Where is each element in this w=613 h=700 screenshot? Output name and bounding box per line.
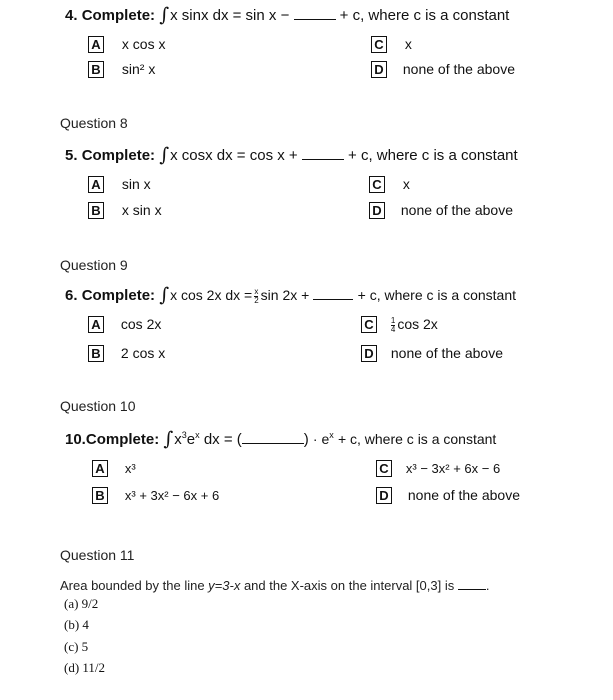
q4-post: + c, where c is a constant <box>339 7 510 24</box>
q4-option-b-text: sin² x <box>121 61 156 77</box>
option-letter-b: B <box>88 61 104 78</box>
option-letter-b: B <box>88 345 104 362</box>
q11-choice-b[interactable]: (b) 4 <box>64 617 89 632</box>
q9-option-c-frac-den: 4 <box>390 324 396 334</box>
integral-sign-icon: ∫ <box>159 284 170 306</box>
option-letter-a: A <box>92 460 108 477</box>
q10-option-d[interactable] <box>376 487 520 504</box>
q9-complete-label: Complete: <box>81 287 156 304</box>
option-letter-b: B <box>88 202 104 219</box>
q4-stem <box>65 3 509 25</box>
option-letter-c: C <box>376 460 392 477</box>
q4-number: 4. <box>65 7 78 24</box>
q9-option-a[interactable] <box>88 316 161 333</box>
integral-sign-icon: ∫ <box>159 144 170 166</box>
q9-option-d[interactable] <box>361 345 503 362</box>
q8-option-a[interactable] <box>88 176 151 193</box>
q8-option-c[interactable] <box>369 176 410 193</box>
q8-option-b-text: x sin x <box>121 202 162 218</box>
integral-sign-icon: ∫ <box>163 428 174 450</box>
q9-number: 6. <box>65 287 78 304</box>
q10-option-d-text: none of the above <box>407 487 520 503</box>
q11-answer-blank[interactable] <box>458 579 486 590</box>
q4-option-a[interactable] <box>88 36 165 53</box>
q11-prompt-b: and the X-axis on the interval [0,3] is <box>240 578 455 593</box>
q10-integrand-tail: dx = ( <box>203 431 242 448</box>
q9-option-b-text: 2 cos x <box>120 345 166 361</box>
q9-mid: sin 2x + <box>260 287 310 303</box>
q4-complete-label: Complete: <box>81 7 156 24</box>
q11-prompt <box>60 578 489 593</box>
q8-number: 5. <box>65 147 78 164</box>
q10-e: e <box>186 431 196 448</box>
q9-option-c-text: cos 2x <box>397 316 438 332</box>
q10-post: + c, where c is a constant <box>337 431 497 447</box>
q10-x: x <box>174 431 182 448</box>
q10-option-b-text: x³ + 3x² − 6x + 6 <box>124 488 220 503</box>
q8-stem <box>65 143 518 165</box>
q4-integrand: x sinx dx = sin x − <box>170 7 290 24</box>
option-letter-c: C <box>371 36 387 53</box>
q4-option-c-text: x <box>404 36 412 52</box>
q8-option-a-text: sin x <box>121 176 151 192</box>
q11-title: Question 11 <box>60 547 135 563</box>
q10-answer-blank[interactable] <box>242 431 304 444</box>
q10-option-a[interactable] <box>92 460 136 477</box>
q9-option-b[interactable] <box>88 345 165 362</box>
option-letter-c: C <box>369 176 385 193</box>
q11-prompt-a: Area bounded by the line <box>60 578 209 593</box>
q10-x-exp: 3 <box>181 430 187 440</box>
q4-option-c[interactable] <box>371 36 412 53</box>
q11-choice-d[interactable]: (d) 11/2 <box>64 660 106 675</box>
q10-option-a-text: x³ <box>124 461 136 476</box>
q10-option-c-text: x³ − 3x² + 6x − 6 <box>405 461 501 476</box>
option-letter-d: D <box>361 345 377 362</box>
option-letter-b: B <box>92 487 108 504</box>
q11-prompt-end: . <box>485 578 490 593</box>
q9-option-c[interactable] <box>361 316 438 334</box>
q9-fraction <box>254 288 258 305</box>
q4-option-d-text: none of the above <box>402 61 515 77</box>
option-letter-d: D <box>376 487 392 504</box>
q11-choice-a[interactable]: (a) 9/2 <box>64 596 99 611</box>
q8-title: Question 8 <box>60 115 128 131</box>
q10-close: ) <box>303 431 309 448</box>
q10-complete-label: Complete: <box>85 431 160 448</box>
q9-option-d-text: none of the above <box>390 345 503 361</box>
option-letter-a: A <box>88 316 104 333</box>
q9-title: Question 9 <box>60 257 128 273</box>
option-letter-d: D <box>369 202 385 219</box>
q8-complete-label: Complete: <box>81 147 156 164</box>
q8-post: + c, where c is a constant <box>348 147 518 164</box>
q9-option-c-fraction <box>391 317 395 334</box>
q10-option-c[interactable] <box>376 460 500 477</box>
q8-option-c-text: x <box>402 176 410 192</box>
q10-title: Question 10 <box>60 398 136 414</box>
integral-sign-icon: ∫ <box>159 4 170 26</box>
q8-option-d-text: none of the above <box>400 202 513 218</box>
q4-option-d[interactable] <box>371 61 515 78</box>
q9-frac-num: x <box>254 286 259 296</box>
q9-answer-blank[interactable] <box>313 287 353 300</box>
option-letter-a: A <box>88 36 104 53</box>
q9-post: + c, where c is a constant <box>357 287 516 303</box>
q9-frac-den: 2 <box>254 295 259 305</box>
q4-option-b[interactable] <box>88 61 155 78</box>
q8-integrand: x cosx dx = cos x + <box>170 147 298 164</box>
q10-option-b[interactable] <box>92 487 219 504</box>
option-letter-c: C <box>361 316 377 333</box>
q10-dot-e: · e <box>312 431 330 447</box>
q8-option-b[interactable] <box>88 202 162 219</box>
q8-option-d[interactable] <box>369 202 513 219</box>
q9-stem <box>65 283 516 305</box>
option-letter-a: A <box>88 176 104 193</box>
q9-integrand: x cos 2x dx = <box>170 287 253 303</box>
q4-option-a-text: x cos x <box>121 36 166 52</box>
q10-dot-e-exp: x <box>329 430 334 440</box>
q8-answer-blank[interactable] <box>302 147 344 160</box>
q10-e-exp: x <box>195 430 200 440</box>
q4-answer-blank[interactable] <box>294 7 336 20</box>
q10-stem <box>65 427 496 449</box>
q9-option-c-frac-num: 1 <box>390 315 396 325</box>
option-letter-d: D <box>371 61 387 78</box>
q10-number: 10. <box>65 431 86 448</box>
q11-choice-c[interactable]: (c) 5 <box>64 639 89 654</box>
q11-prompt-eq: y=3-x <box>208 578 241 593</box>
q9-option-a-text: cos 2x <box>120 316 162 332</box>
